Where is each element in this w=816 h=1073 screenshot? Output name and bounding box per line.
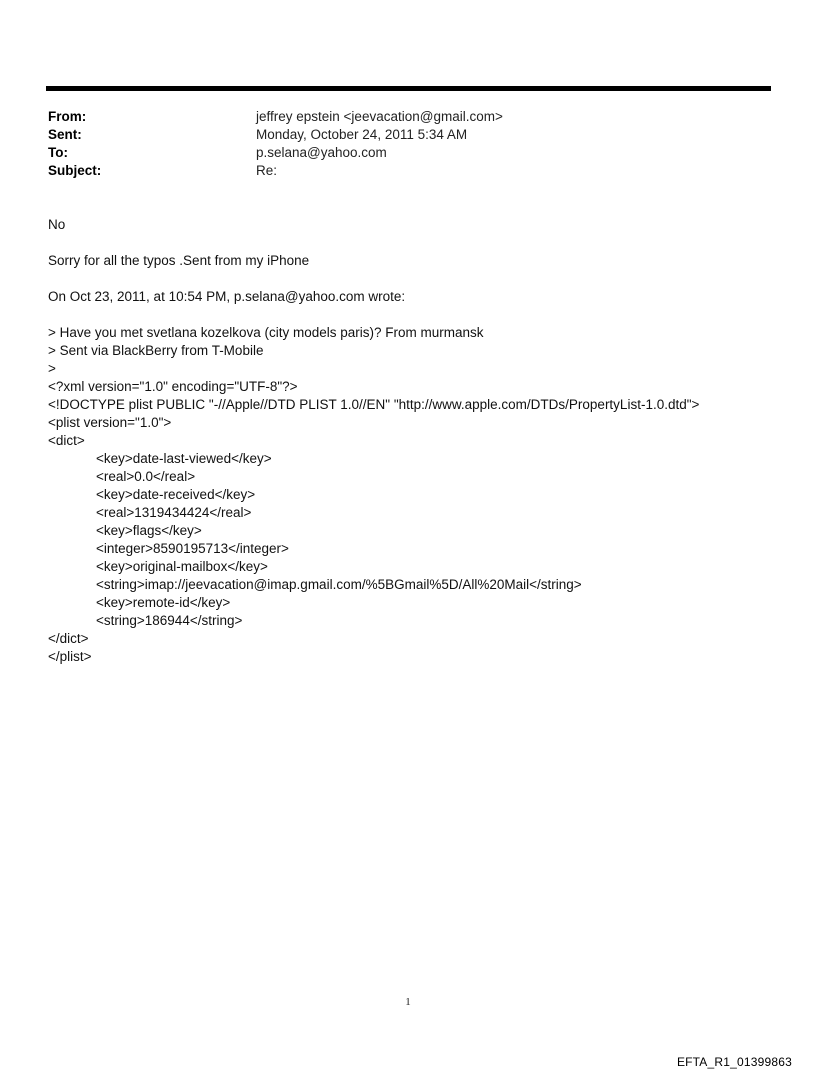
plist-doctype: <!DOCTYPE plist PUBLIC "-//Apple//DTD PLIST 1.0//EN" "http://www.apple.com/DTDs/PropertyList-1.0.dtd">	[48, 397, 700, 412]
plist-entry: <string>imap://jeevacation@imap.gmail.com/%5BGmail%5D/All%20Mail</string>	[96, 577, 582, 592]
from-value: jeffrey epstein <jeevacation@gmail.com>	[256, 109, 503, 124]
subject-label: Subject:	[48, 163, 102, 178]
plist-entry: <key>date-received</key>	[96, 487, 256, 502]
header-row-from	[48, 108, 768, 126]
plist-entry: <key>flags</key>	[96, 523, 202, 538]
quoted-line: > Have you met svetlana kozelkova (city models paris)? From murmansk	[48, 325, 484, 340]
dict-open-tag: <dict>	[48, 433, 85, 448]
header-row-sent	[48, 126, 768, 144]
header-row-to	[48, 144, 768, 162]
header-row-subject	[48, 162, 768, 180]
plist-close-tag: </plist>	[48, 649, 92, 664]
to-label: To:	[48, 145, 68, 160]
sent-label: Sent:	[48, 127, 82, 142]
from-label: From:	[48, 109, 87, 124]
to-value: p.selana@yahoo.com	[256, 145, 387, 160]
sent-value: Monday, October 24, 2011 5:34 AM	[256, 127, 468, 142]
quoted-line: >	[48, 361, 56, 376]
quoted-line: > Sent via BlackBerry from T-Mobile	[48, 343, 264, 358]
subject-value: Re:	[256, 163, 278, 178]
plist-xml-declaration: <?xml version="1.0" encoding="UTF-8"?>	[48, 379, 298, 394]
header-divider	[46, 86, 771, 91]
signature-text: Sorry for all the typos .Sent from my iPhone	[48, 253, 310, 268]
attribution-line: On Oct 23, 2011, at 10:54 PM, p.selana@yahoo.com wrote:	[48, 289, 406, 304]
email-body	[48, 216, 768, 666]
plist-entry: <real>1319434424</real>	[96, 505, 252, 520]
dict-close-tag: </dict>	[48, 631, 89, 646]
plist-entry: <real>0.0</real>	[96, 469, 196, 484]
plist-entry: <key>date-last-viewed</key>	[96, 451, 272, 466]
plist-open-tag: <plist version="1.0">	[48, 415, 172, 430]
reply-text: No	[48, 217, 66, 232]
bates-number: EFTA_R1_01399863	[676, 1055, 792, 1069]
plist-entry: <string>186944</string>	[96, 613, 243, 628]
plist-entry: <key>remote-id</key>	[96, 595, 231, 610]
page-number: 1	[405, 996, 411, 1008]
plist-entry: <key>original-mailbox</key>	[96, 559, 268, 574]
email-header	[48, 108, 768, 180]
plist-entry: <integer>8590195713</integer>	[96, 541, 289, 556]
